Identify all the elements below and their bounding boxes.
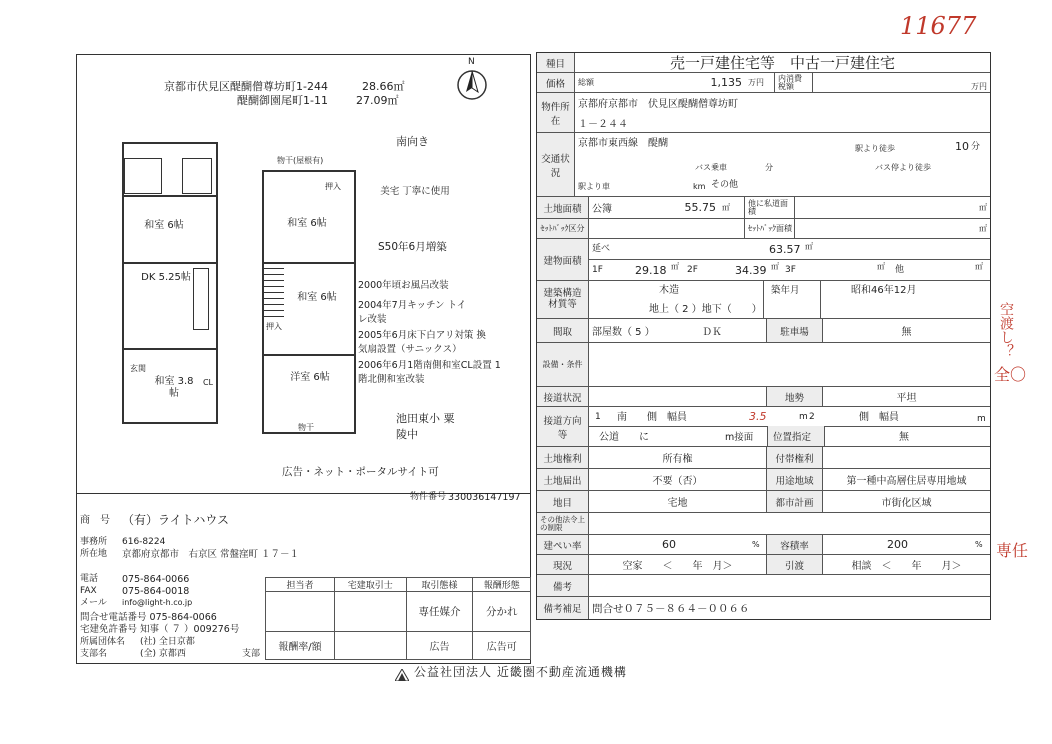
note-schools: 池田東小 粟陵中: [396, 412, 455, 441]
room-1f-washitsu: 和室 6帖: [144, 220, 184, 231]
room-2f-oshiire: 押入: [325, 182, 341, 191]
remarks2-label: 備考補足: [537, 597, 589, 619]
far-label: 容積率: [767, 535, 823, 554]
row-facility: [537, 343, 990, 387]
note-extension: S50年6月増築: [378, 241, 447, 253]
row-price: [537, 73, 990, 93]
setback-area-unit: ㎡: [979, 224, 987, 233]
trade-name: （有）ライトハウス: [122, 513, 230, 527]
row-restrictions: [537, 513, 990, 535]
road-state-value: [589, 387, 767, 406]
branch-suffix: 支部: [242, 649, 261, 659]
note-closet: 2006年6月1階南側和室CL設置 1階北側和室改装: [358, 360, 501, 385]
total-label: 延べ: [592, 244, 611, 254]
kitchen-counter: [193, 268, 209, 330]
mail: info@light-h.co.jp: [122, 598, 193, 607]
road1-no: 1: [595, 412, 601, 422]
grid-value: 専任媒介: [406, 592, 473, 632]
note-termite: 2005年6月床下白アリ対策 換気扇設置（サニックス）: [358, 330, 486, 355]
status-label: 現況: [537, 555, 589, 574]
parking-label: 駐車場: [767, 319, 823, 342]
row-building: [537, 239, 990, 281]
north-label: N: [468, 57, 475, 67]
rooms: 部屋数（ 5 ）: [592, 327, 655, 338]
bus-label: バス乗車: [695, 163, 727, 172]
walk-label: 駅より徒歩: [855, 144, 895, 153]
grid-value: 分かれ: [473, 592, 531, 632]
bus-walk-label: バス停より徒歩: [875, 163, 931, 172]
location-values: [575, 93, 990, 132]
price-label: 価格: [537, 73, 575, 92]
property-number-label: 物件番号: [410, 492, 447, 502]
position-label: 位置指定: [773, 432, 812, 443]
location-line-2: １－２４４: [578, 118, 628, 130]
row-transport: [537, 133, 990, 197]
bathtub: [182, 158, 212, 194]
remarks2: 問合せ０７５－８６４－００６６: [592, 602, 750, 615]
row-remarks-supplement: [537, 597, 990, 619]
f1-area: 29.18: [635, 264, 667, 277]
tax-unit: 万円: [971, 82, 987, 91]
status: 空家 ＜ 年 月＞: [589, 555, 767, 574]
setback-label: ｾｯﾄﾊﾞｯｸ区分: [537, 219, 589, 238]
room-1f-closet: CL: [202, 378, 214, 387]
total-unit: ㎡: [805, 242, 813, 251]
address-line-1: 京都市伏見区醍醐僧尊坊町1-244: [164, 80, 328, 93]
road2-unit: m: [977, 414, 986, 424]
terrain: 平坦: [896, 393, 917, 404]
note-bath: 2000年頃お風呂改装: [358, 280, 449, 291]
zoning-label: 用途地域: [767, 469, 823, 490]
built-label: 築年月: [771, 285, 800, 296]
road1-width: 3.5: [749, 410, 767, 423]
room-2f-oshiire-2: 押入: [266, 322, 282, 331]
notif-label: 土地届出: [537, 469, 589, 490]
price-value: 1,135: [710, 76, 742, 89]
location-label: 物件所在: [537, 93, 575, 132]
area-2: 27.09㎡: [356, 94, 399, 107]
car-unit: km: [693, 182, 706, 191]
room-1f-washitsu-small: 和室 3.8帖: [154, 376, 194, 399]
wall-line: [122, 348, 218, 350]
walk-minutes: 10: [955, 140, 969, 153]
structure-label: 建築構造材質等: [537, 281, 589, 318]
f2-label: 2F: [687, 265, 698, 275]
land-right: 所有権: [589, 447, 767, 468]
property-number: 330036147197: [448, 492, 521, 503]
grid-header: 宅建取引士: [335, 578, 407, 592]
organization-logo-icon: [395, 666, 409, 678]
f1-unit: ㎡: [671, 262, 679, 271]
row-type: [537, 53, 990, 73]
wall-line: [122, 195, 218, 197]
land-type: 公簿: [592, 204, 612, 215]
address-line-2: 醍醐御園尾町1-11: [237, 94, 328, 107]
zoning: 第一種中高層住居専用地域: [846, 476, 967, 487]
ad-value: 広告可: [473, 632, 531, 660]
price-sub: 総額: [578, 78, 594, 87]
f2-unit: ㎡: [771, 262, 779, 271]
wall-line: [262, 354, 356, 356]
building-label: 建物面積: [537, 239, 589, 280]
handwritten-note-2: 全〇: [994, 365, 1027, 384]
grid-header: 報酬形態: [473, 578, 531, 592]
branch: (全) 京都西: [140, 649, 186, 659]
transport-label: 交通状況: [537, 133, 575, 196]
footer-organization: 公益社団法人 近畿圏不動産流通機構: [414, 665, 627, 679]
far-unit: %: [975, 540, 983, 549]
fax: 075-864-0018: [122, 586, 190, 597]
ancillary-label: 付帯権利: [767, 447, 823, 468]
road-dir-label: 接道方向等: [537, 407, 589, 446]
note-condition: 美宅 丁寧に使用: [380, 186, 450, 197]
frontage-unit: m接面: [725, 432, 754, 443]
f3-label: 3F: [785, 265, 796, 275]
license-number: 宅建免許番号 知事（ ７ ）009276号: [80, 624, 240, 635]
building-divider: [589, 259, 990, 260]
ancillary: [823, 447, 990, 468]
handwritten-number: 11677: [900, 12, 977, 40]
wall-line: [262, 262, 356, 264]
bath: [124, 158, 162, 194]
f1-label: 1F: [592, 265, 603, 275]
built: 昭和46年12月: [851, 285, 917, 296]
association: (社) 全日京都: [140, 637, 195, 647]
row-road-dir: [537, 407, 990, 447]
setback-area-label: ｾｯﾄﾊﾞｯｸ面積: [745, 219, 795, 238]
room-2f-washitsu-b: 和室 6帖: [297, 292, 337, 303]
land-right-label: 土地権利: [537, 447, 589, 468]
road1-unit: m: [799, 412, 808, 422]
balcony-2f-south: 物干: [298, 423, 314, 432]
road-dir-values: [589, 407, 990, 446]
note-kitchen: 2004年7月キッチン トイレ改装: [358, 300, 467, 325]
notification: 不要（否）: [589, 469, 767, 490]
balcony-2f: 物干(屋根有): [277, 156, 324, 165]
layout-label: 間取: [537, 319, 589, 342]
ad-note: 広告・ネット・ポータルサイト可: [282, 466, 439, 478]
handwritten-note-3: 専任: [996, 541, 1029, 560]
road-state-label: 接道状況: [537, 387, 589, 406]
other-floor-label: 他: [895, 265, 905, 275]
room-2f-youshitsu: 洋室 6帖: [290, 372, 330, 383]
row-status: [537, 555, 990, 575]
room-2f-washitsu-a: 和室 6帖: [287, 218, 327, 229]
location-line-1: 京都府京都市 伏見区醍醐僧尊坊町: [578, 99, 738, 111]
bcr: 60: [662, 538, 676, 551]
handwritten-note-1: 空渡し？: [998, 302, 1014, 358]
road2-no: 2: [809, 412, 815, 422]
wall-line: [122, 262, 218, 264]
land-label: 土地面積: [537, 197, 589, 218]
public-road: 公道 に: [599, 432, 649, 443]
land-area: 55.75: [684, 201, 716, 214]
terrain-label: 地勢: [767, 387, 823, 406]
type-label: 種目: [537, 53, 575, 72]
room-1f-dk: DK 5.25帖: [141, 272, 191, 283]
handover: 相談 ＜ 年 月＞: [851, 561, 962, 572]
remarks-label: 備考: [537, 575, 589, 596]
layout: ＤＫ: [699, 319, 767, 342]
bus-unit: 分: [765, 163, 773, 172]
staff-grid: [265, 577, 531, 660]
transit-line: 京都市東西線 醍醐: [578, 138, 668, 149]
row-land: [537, 197, 990, 219]
company-location: 京都府京都市 右京区 常盤窪町 １７－１: [122, 549, 300, 560]
row-location: [537, 93, 990, 133]
handover-label: 引渡: [767, 555, 823, 574]
parking: 無: [901, 327, 912, 338]
inquiry-phone: 問合せ電話番号 075-864-0066: [80, 612, 217, 623]
position: 無: [899, 432, 909, 443]
row-layout: [537, 319, 990, 343]
grid-header: 取引態様: [406, 578, 473, 592]
private-road-unit: ㎡: [979, 203, 987, 212]
tel: 075-864-0066: [122, 574, 190, 585]
facility-label: 設備・条件: [537, 343, 589, 386]
north-arrow-icon: [455, 58, 489, 102]
row-land-right: [537, 447, 990, 469]
restrictions-label: その他法令上の制限: [537, 513, 589, 534]
other-floor-unit: ㎡: [975, 262, 983, 271]
grid-value: [266, 592, 335, 632]
bcr-label: 建ぺい率: [537, 535, 589, 554]
row-setback: [537, 219, 990, 239]
ad-label: 広告: [406, 632, 473, 660]
grid-value: [335, 592, 407, 632]
price-unit: 万円: [745, 73, 775, 92]
category-label: 地目: [537, 491, 589, 512]
row-road-state: [537, 387, 990, 407]
structure-values: [589, 281, 990, 318]
private-road-label: 他に私道面積: [745, 197, 795, 218]
total-area: 63.57: [769, 243, 801, 256]
grid-header: 担当者: [266, 578, 335, 592]
category: 宅地: [589, 491, 767, 512]
planning-label: 都市計画: [767, 491, 823, 512]
transport-values: [575, 133, 990, 196]
row-structure: [537, 281, 990, 319]
row-ratio: [537, 535, 990, 555]
building-values: [589, 239, 990, 280]
location-label: 所在地: [80, 549, 108, 559]
room-1f-entrance: 玄関: [130, 364, 146, 373]
facing: 南向き: [396, 135, 429, 148]
remarks: [589, 575, 990, 596]
far: 200: [887, 538, 908, 551]
walk-unit: 分: [971, 142, 981, 152]
stories: 地上（ 2 ）地下（ ）: [649, 304, 762, 315]
trade-name-label: 商 号: [80, 515, 110, 526]
postal-code: 616-8224: [122, 537, 166, 547]
f3-unit: ㎡: [877, 262, 885, 271]
branch-label: 支部名: [80, 649, 108, 659]
setback-value: [589, 219, 745, 238]
planning: 市街化区域: [881, 498, 932, 509]
other-label: その他: [711, 180, 739, 190]
type-value: 売一戸建住宅等 中古一戸建住宅: [669, 54, 895, 72]
fee-value: [335, 632, 407, 660]
car-label: 駅より車: [578, 182, 610, 191]
land-unit: ㎡: [719, 197, 745, 218]
association-label: 所属団体名: [80, 637, 126, 647]
tax-label: 内消費税額: [775, 73, 813, 92]
tel-label: 電話: [80, 574, 99, 584]
structure: 木造: [659, 285, 679, 296]
fax-label: FAX: [80, 586, 97, 596]
row-remarks: [537, 575, 990, 597]
facility-value: [589, 343, 990, 386]
fee-label: 報酬率/額: [266, 632, 335, 660]
mail-label: メール: [80, 598, 107, 608]
area-1: 28.66㎡: [362, 80, 405, 93]
office-label: 事務所: [80, 537, 108, 547]
road2: 側 幅員: [859, 412, 899, 423]
road1: 南 側 幅員: [617, 412, 687, 423]
row-notification: [537, 469, 990, 491]
staircase: [264, 266, 284, 322]
row-category: [537, 491, 990, 513]
f2-area: 34.39: [735, 264, 767, 277]
restrictions: [589, 513, 990, 534]
bcr-unit: %: [749, 535, 767, 554]
